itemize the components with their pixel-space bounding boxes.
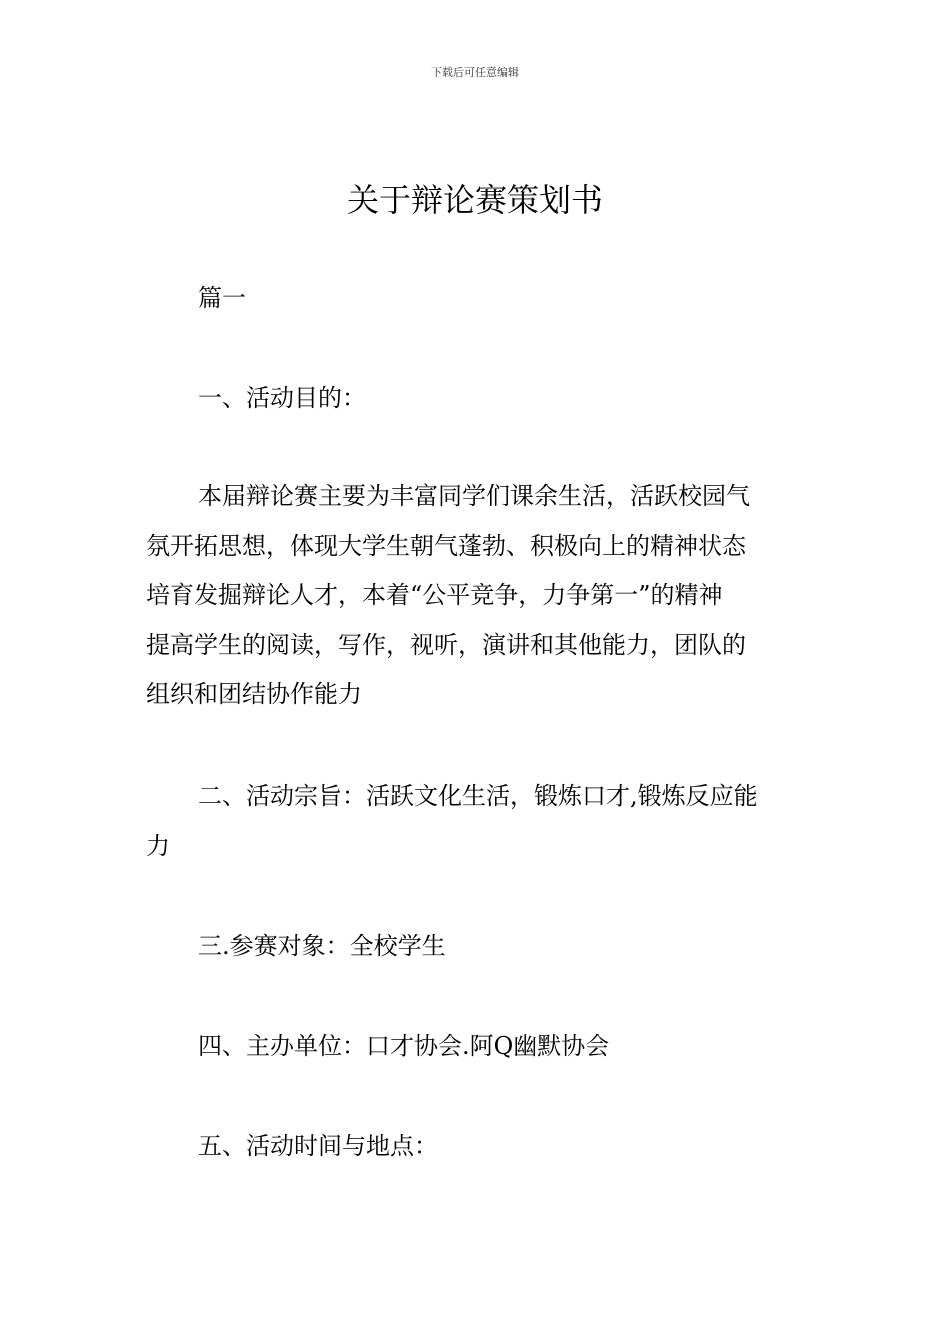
section-1-paragraph: [146, 472, 810, 720]
paragraph-line: 本届辩论赛主要为丰富同学们课余生活，活跃校园气: [198, 482, 750, 510]
section-3-line: 三.参赛对象：全校学生: [198, 932, 446, 960]
part-label: 篇一: [198, 284, 246, 312]
paragraph-line: 力: [146, 831, 170, 860]
paragraph-line: 培育发掘辩论人才，本着“公平竞争，力争第一”的精神: [146, 581, 723, 609]
document-title: 关于辩论赛策划书: [346, 181, 603, 219]
paragraph-line: 二、活动宗旨：活跃文化生活，锻炼口才,锻炼反应能: [198, 782, 758, 810]
paragraph-line: 提高学生的阅读，写作，视听，演讲和其他能力，团队的: [146, 630, 746, 659]
section-5-heading: 五、活动时间与地点：: [198, 1132, 438, 1160]
paragraph-line: 组织和团结协作能力: [146, 680, 362, 708]
section-2-paragraph: [146, 772, 810, 871]
paragraph-line: 氛开拓思想，体现大学生朝气蓬勃、积极向上的精神状态: [146, 531, 746, 560]
section-4-line: 四、主办单位：口才协会.阿Q幽默协会: [198, 1032, 610, 1060]
section-1-heading: 一、活动目的：: [198, 384, 366, 412]
header-note: 下载后可任意编辑: [431, 66, 519, 79]
